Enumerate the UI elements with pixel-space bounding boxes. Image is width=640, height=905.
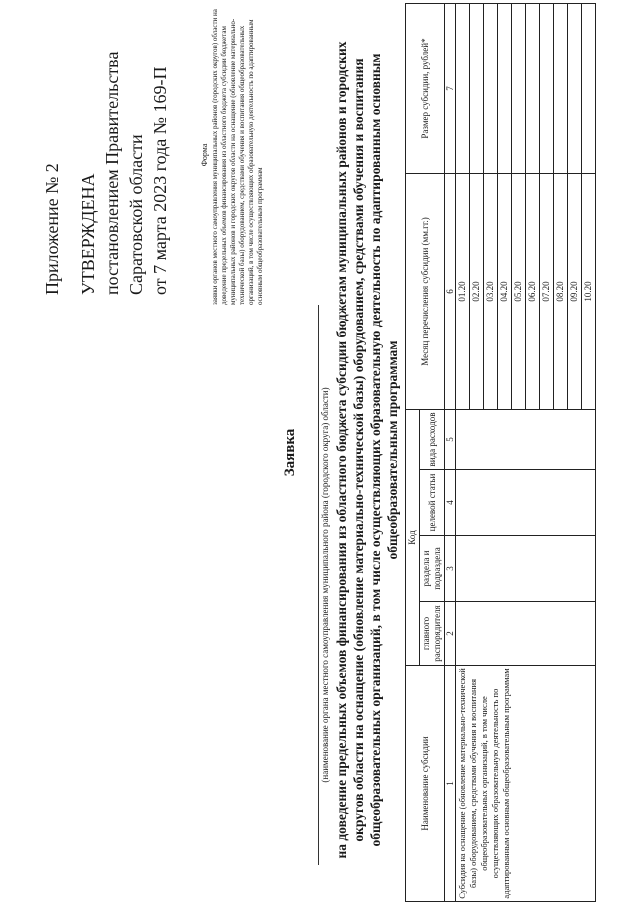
amount-cell [456,4,470,174]
kind-cell [456,410,596,470]
col-num-4: 4 [445,470,456,536]
header-code: Код [406,410,420,666]
amount-cell [470,4,484,174]
amount-cell [526,4,540,174]
document-subtitle: на доведение предельных объемов финансирования из областного бюджета субсидии бюджетам муниципальных районов и городских округов области на оснащение (обновление материально-технической базы) оборудованием, средствами обучения и воспитания общеобразовательных организаций, в том числе осуществляющих образовательную деятельность по адаптированным основным общеобразовательным программам [334,41,400,859]
col-num-6: 6 [445,174,456,410]
form-description: заявки органов местного самоуправления муниципальных районов (городских округов) области на доведение предельных объемов финансирования из областного бюджета субсидии бюджетам муниципальных районов и городских округов области на оснащение (обновление материально-технической базы) оборудованием, средствами обучения и воспитания общеобразовательных организаций, в том числе осуществляющих образовательную деятельность по адаптированным основным общеобразовательным программам [211,9,264,305]
col-num-1: 1 [445,666,456,902]
form-label: Форма [200,143,209,167]
header-target: целевой статьи [420,470,445,536]
column-number-row [445,4,456,902]
subsidy-name-cell: Субсидия на оснащение (обновление материально-технической базы) оборудованием, средствами обучения и воспитания общеобразовательных организаций, в том числе осуществляющих образовательную деятельность по адаптированным основным общеобразовательным программам [456,666,596,902]
header-section: раздела и подраздела [420,536,445,602]
amount-cell [498,4,512,174]
approval-line-1: постановлением Правительства [102,51,122,295]
form-note [200,5,265,305]
header-subsidy: Наименование субсидии [406,666,445,902]
header-month: Месяц перечисления субсидии (мм.гг.) [406,174,445,410]
month-cell: 10.20 [582,174,596,410]
month-cell: 01.20 [456,174,470,410]
amount-cell [554,4,568,174]
appendix-block [40,35,172,295]
col-num-7: 7 [445,4,456,174]
approval-line-2: Саратовской области [126,134,146,295]
org-name-caption: (наименование органа местного самоуправления муниципального района (городского округа) области) [320,387,330,783]
month-cell: 08.20 [554,174,568,410]
month-cell: 04.20 [498,174,512,410]
target-cell [456,470,596,536]
amount-cell [512,4,526,174]
amount-cell [484,4,498,174]
org-name-line [318,305,319,865]
month-cell: 06.20 [526,174,540,410]
header-main-manager: главного распорядителя [420,602,445,666]
document-title: Заявка [282,428,298,477]
approved-label: УТВЕРЖДЕНА [78,173,98,295]
header-amount: Размер субсидии, рублей* [406,4,445,174]
amount-cell [582,4,596,174]
month-cell: 02.20 [470,174,484,410]
month-cell: 07.20 [540,174,554,410]
col-num-3: 3 [445,536,456,602]
main-manager-cell [456,602,596,666]
section-cell [456,536,596,602]
appendix-number: Приложение № 2 [42,163,62,295]
amount-cell [568,4,582,174]
approval-line-3: от 7 марта 2023 года № 169-П [150,66,170,295]
month-cell: 05.20 [512,174,526,410]
col-num-5: 5 [445,410,456,470]
table-row [456,4,470,902]
month-cell: 03.20 [484,174,498,410]
subsidy-table [405,3,596,902]
amount-cell [540,4,554,174]
month-cell: 09.20 [568,174,582,410]
header-kind: вида расходов [420,410,445,470]
col-num-2: 2 [445,602,456,666]
